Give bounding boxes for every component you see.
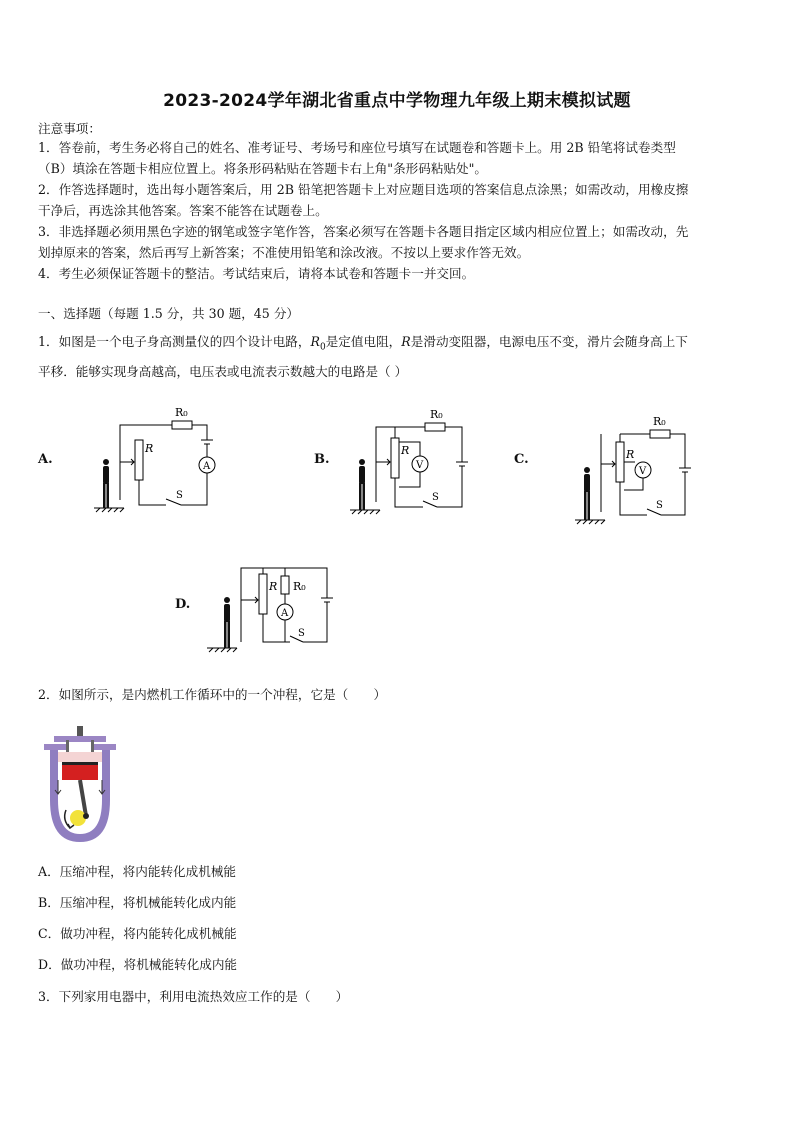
question-3-stem: 3．下列家用电器中，利用电流热效应工作的是（ ） [38, 989, 349, 1004]
notice-line: 2．作答选择题时，选出每小题答案后，用 2B 铅笔把答题卡上对应题目选项的答案信息点涂黑；如需改动，用橡皮擦 [38, 182, 689, 197]
circuit-diagram-a [82, 400, 232, 515]
label-r0: R₀ [175, 406, 188, 419]
label-s: S [176, 490, 183, 501]
resistor-r0 [650, 430, 670, 438]
engine-stroke-diagram [40, 724, 122, 844]
circuit-diagram-d [205, 560, 345, 655]
crankshaft-icon [70, 810, 86, 826]
label-voltmeter: V [416, 460, 424, 471]
label-s: S [432, 492, 439, 503]
q1-option-b-label: B. [314, 452, 330, 467]
rheostat-r [259, 574, 267, 614]
label-r: R [626, 448, 635, 461]
notice-list [38, 137, 760, 284]
rheostat-r [135, 440, 143, 480]
q1-text-mid: 是定值电阻， [325, 334, 402, 349]
notice-heading: 注意事项： [38, 121, 101, 136]
label-voltmeter: V [639, 466, 647, 477]
q1-text-post: 是滑动变阻器，电源电压不变，滑片会随身高上下 [410, 334, 688, 349]
q2-option-d: D．做功冲程，将机械能转化成内能 [38, 957, 238, 972]
person-icon [584, 467, 590, 520]
circuit-diagram-b [340, 402, 480, 517]
q2-option-b: B．压缩冲程，将机械能转化成内能 [38, 895, 237, 910]
rheostat-r [616, 442, 624, 482]
notice-line: 干净后，再选涂其他答案。答案不能答在试题卷上。 [38, 203, 328, 218]
q2-option-c: C．做功冲程，将内能转化成机械能 [38, 926, 237, 941]
q1-option-a-label: A. [38, 452, 53, 467]
label-r: R [269, 580, 278, 593]
label-r: R [145, 442, 154, 455]
person-icon [224, 597, 230, 648]
question-1-line-2: 平移．能够实现身高越高，电压表或电流表示数越大的电路是（ ） [38, 364, 408, 379]
label-s: S [298, 628, 305, 639]
notice-line: 划掉原来的答案，然后再写上新答案；不准使用铅笔和涂改液。不按以上要求作答无效。 [38, 245, 530, 260]
spark-plug-icon [77, 726, 83, 736]
r0-symbol: R [310, 334, 320, 349]
q1-option-c-label: C. [514, 452, 529, 467]
section-heading: 一、选择题（每题 1.5 分，共 30 题，45 分） [38, 306, 300, 321]
label-ammeter: A [281, 608, 289, 619]
page-title: 2023-2024学年湖北省重点中学物理九年级上期末模拟试题 [163, 91, 631, 111]
resistor-r0 [172, 421, 192, 429]
question-2-stem: 2．如图所示，是内燃机工作循环中的一个冲程，它是（ ） [38, 687, 387, 702]
notice-line: 1．答卷前，考生务必将自己的姓名、准考证号、考场号和座位号填写在试题卷和答题卡上。用 2B 铅笔将试卷类型 [38, 140, 676, 155]
q2-option-a: A．压缩冲程，将内能转化成机械能 [38, 864, 237, 879]
notice-line: （B）填涂在答题卡相应位置上。将条形码粘贴在答题卡右上角"条形码粘贴处"。 [38, 161, 488, 176]
label-r0: R₀ [430, 408, 443, 421]
r0-subscript: 0 [319, 342, 326, 353]
label-r0: R₀ [653, 415, 666, 428]
person-icon [359, 459, 365, 510]
label-s: S [656, 500, 663, 511]
circuit-diagram-c [565, 410, 705, 525]
q1-option-d-label: D. [175, 597, 191, 612]
label-ammeter: A [203, 461, 211, 472]
r-symbol: R [401, 334, 411, 349]
resistor-r0 [425, 423, 445, 431]
q1-text-pre: 1．如图是一个电子身高测量仪的四个设计电路， [38, 334, 311, 349]
person-icon [103, 459, 109, 508]
rheostat-r [391, 438, 399, 478]
notice-line: 4．考生必须保证答题卡的整洁。考试结束后，请将本试卷和答题卡一并交回。 [38, 266, 475, 281]
label-r0: R₀ [293, 580, 306, 593]
label-r: R [401, 444, 410, 457]
notice-line: 3．非选择题必须用黑色字迹的钢笔或签字笔作答，答案必须写在答题卡各题目指定区域内相应位置上；如需改动，先 [38, 224, 689, 239]
question-1-line-1 [38, 331, 688, 359]
resistor-r0 [281, 576, 289, 594]
